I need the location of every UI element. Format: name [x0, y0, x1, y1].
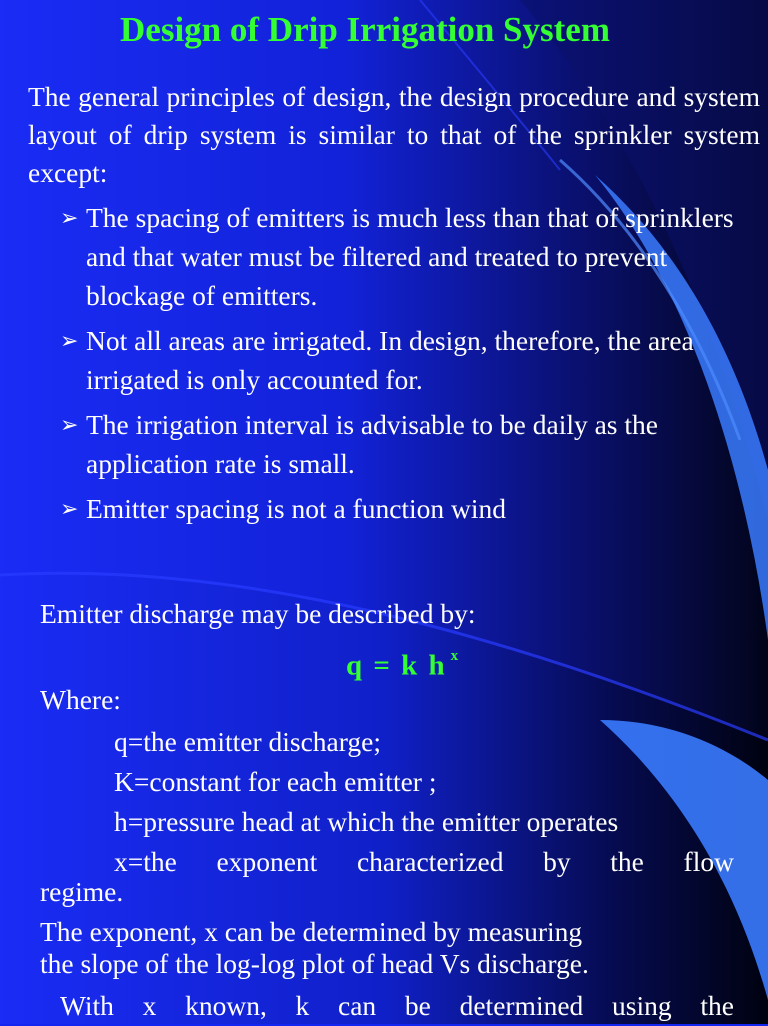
slide-title: Design of Drip Irrigation System [120, 10, 610, 49]
bullet-text: Not all areas are irrigated. In design, therefore, the area irrigated is only accounted for. [86, 325, 694, 395]
arrow-bullet-icon: ➢ [60, 205, 79, 230]
discharge-section [40, 594, 736, 634]
word: the [700, 990, 734, 1021]
where-block [40, 680, 736, 720]
word: by [543, 846, 571, 877]
exponent-line-1: The exponent, x can be determined by measuring [40, 916, 583, 947]
bullet-list [60, 198, 760, 534]
word: the [610, 846, 644, 877]
bullet-text: The irrigation interval is advisable to be daily as the application rate is small. [86, 409, 658, 479]
intro-paragraph: The general principles of design, the design procedure and system layout of drip system is similar to that of the sprinkler system except: [28, 81, 760, 188]
word: can [338, 990, 377, 1021]
list-item [60, 489, 760, 528]
x-def-tail: regime. [40, 876, 124, 907]
word: x=the [114, 846, 177, 877]
word: determined [459, 990, 584, 1021]
list-item [60, 198, 760, 315]
definition-h: h=pressure head at which the emitter operates [114, 806, 619, 837]
word: characterized [356, 846, 504, 877]
word: k [295, 990, 310, 1021]
word: x [142, 990, 157, 1021]
arrow-bullet-icon: ➢ [60, 496, 79, 521]
list-item [60, 321, 760, 399]
last-line [60, 986, 734, 1026]
exponent-line-2: the slope of the log-log plot of head Vs discharge. [40, 948, 589, 979]
bullet-text: The spacing of emitters is much less than that of sprinklers and that water must be filtered and treated to prevent blockage of emitters. [86, 202, 734, 311]
definition-k: K=constant for each emitter ; [114, 766, 437, 797]
discharge-formula [346, 640, 460, 686]
formula-exponent: x [450, 648, 461, 664]
where-label: Where: [40, 684, 121, 715]
formula-base: q = k h [346, 649, 447, 682]
arrow-bullet-icon: ➢ [60, 412, 79, 437]
word: exponent [216, 846, 318, 877]
definition-q: q=the emitter discharge; [114, 726, 381, 757]
word: known, [185, 990, 267, 1021]
word: With [60, 990, 114, 1021]
exponent-block [40, 876, 736, 980]
word: be [404, 990, 431, 1021]
list-item [60, 405, 760, 483]
word: using [612, 990, 672, 1021]
discharge-intro: Emitter discharge may be described by: [40, 598, 476, 629]
word: flow [683, 846, 734, 877]
arrow-bullet-icon: ➢ [60, 328, 79, 353]
bullet-text: Emitter spacing is not a function wind [86, 493, 507, 524]
